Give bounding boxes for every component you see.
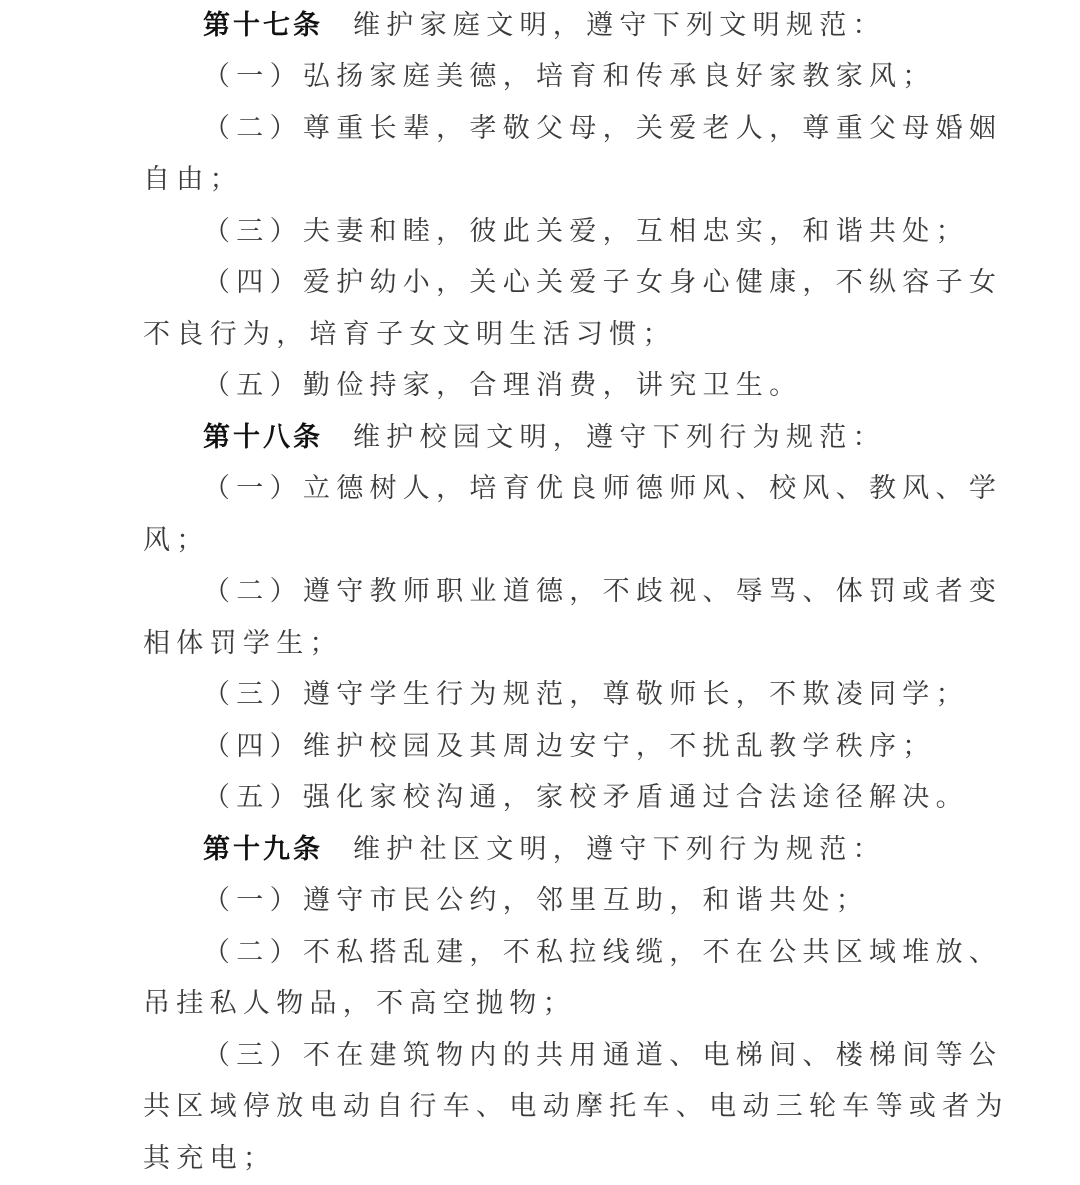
article-title: 第十九条: [203, 834, 323, 865]
article-19-item-3: （三）不在建筑物内的共用通道、电梯间、楼梯间等公: [203, 1040, 1003, 1071]
article-intro: 维护社区文明，遵守下列行为规范：: [353, 834, 886, 865]
article-title: 第十七条: [203, 10, 323, 41]
article-18-item-1: （一）立德树人，培育优良师德师风、校风、教风、学: [203, 473, 1003, 504]
article-18-item-3: （三）遵守学生行为规范，尊敬师长，不欺凌同学；: [203, 679, 969, 710]
article-18-heading: [203, 412, 886, 464]
article-18-item-4: （四）维护校园及其周边安宁，不扰乱教学秩序；: [203, 731, 936, 762]
article-17-item-1: （一）弘扬家庭美德，培育和传承良好家教家风；: [203, 61, 936, 92]
article-17-heading: [203, 0, 886, 52]
article-17-item-5: （五）勤俭持家，合理消费，讲究卫生。: [203, 370, 803, 401]
article-intro: 维护家庭文明，遵守下列文明规范：: [353, 10, 886, 41]
article-17-item-2: （二）尊重长辈，孝敬父母，关爱老人，尊重父母婚姻: [203, 113, 1003, 144]
article-17-item-4-cont: 不良行为，培育子女文明生活习惯；: [143, 319, 676, 350]
article-17-item-2-cont: 自由；: [143, 164, 243, 195]
article-17-item-3: （三）夫妻和睦，彼此关爱，互相忠实，和谐共处；: [203, 216, 969, 247]
article-18-item-5: （五）强化家校沟通，家校矛盾通过合法途径解决。: [203, 782, 969, 813]
article-18-item-1-cont: 风；: [143, 525, 210, 556]
article-19-item-2: （二）不私搭乱建，不私拉线缆，不在公共区域堆放、: [203, 937, 1003, 968]
article-18-item-2-cont: 相体罚学生；: [143, 628, 343, 659]
article-18-item-2: （二）遵守教师职业道德，不歧视、辱骂、体罚或者变: [203, 576, 1003, 607]
article-19-item-3-cont-2: 其充电；: [143, 1143, 277, 1174]
article-19-item-1: （一）遵守市民公约，邻里互助，和谐共处；: [203, 885, 869, 916]
article-19-item-3-cont-1: 共区域停放电动自行车、电动摩托车、电动三轮车等或者为: [143, 1091, 1009, 1122]
article-title: 第十八条: [203, 422, 323, 453]
article-19-heading: [203, 824, 886, 876]
article-19-item-2-cont: 吊挂私人物品，不高空抛物；: [143, 988, 576, 1019]
article-intro: 维护校园文明，遵守下列行为规范：: [353, 422, 886, 453]
article-17-item-4: （四）爱护幼小，关心关爱子女身心健康，不纵容子女: [203, 267, 1003, 298]
